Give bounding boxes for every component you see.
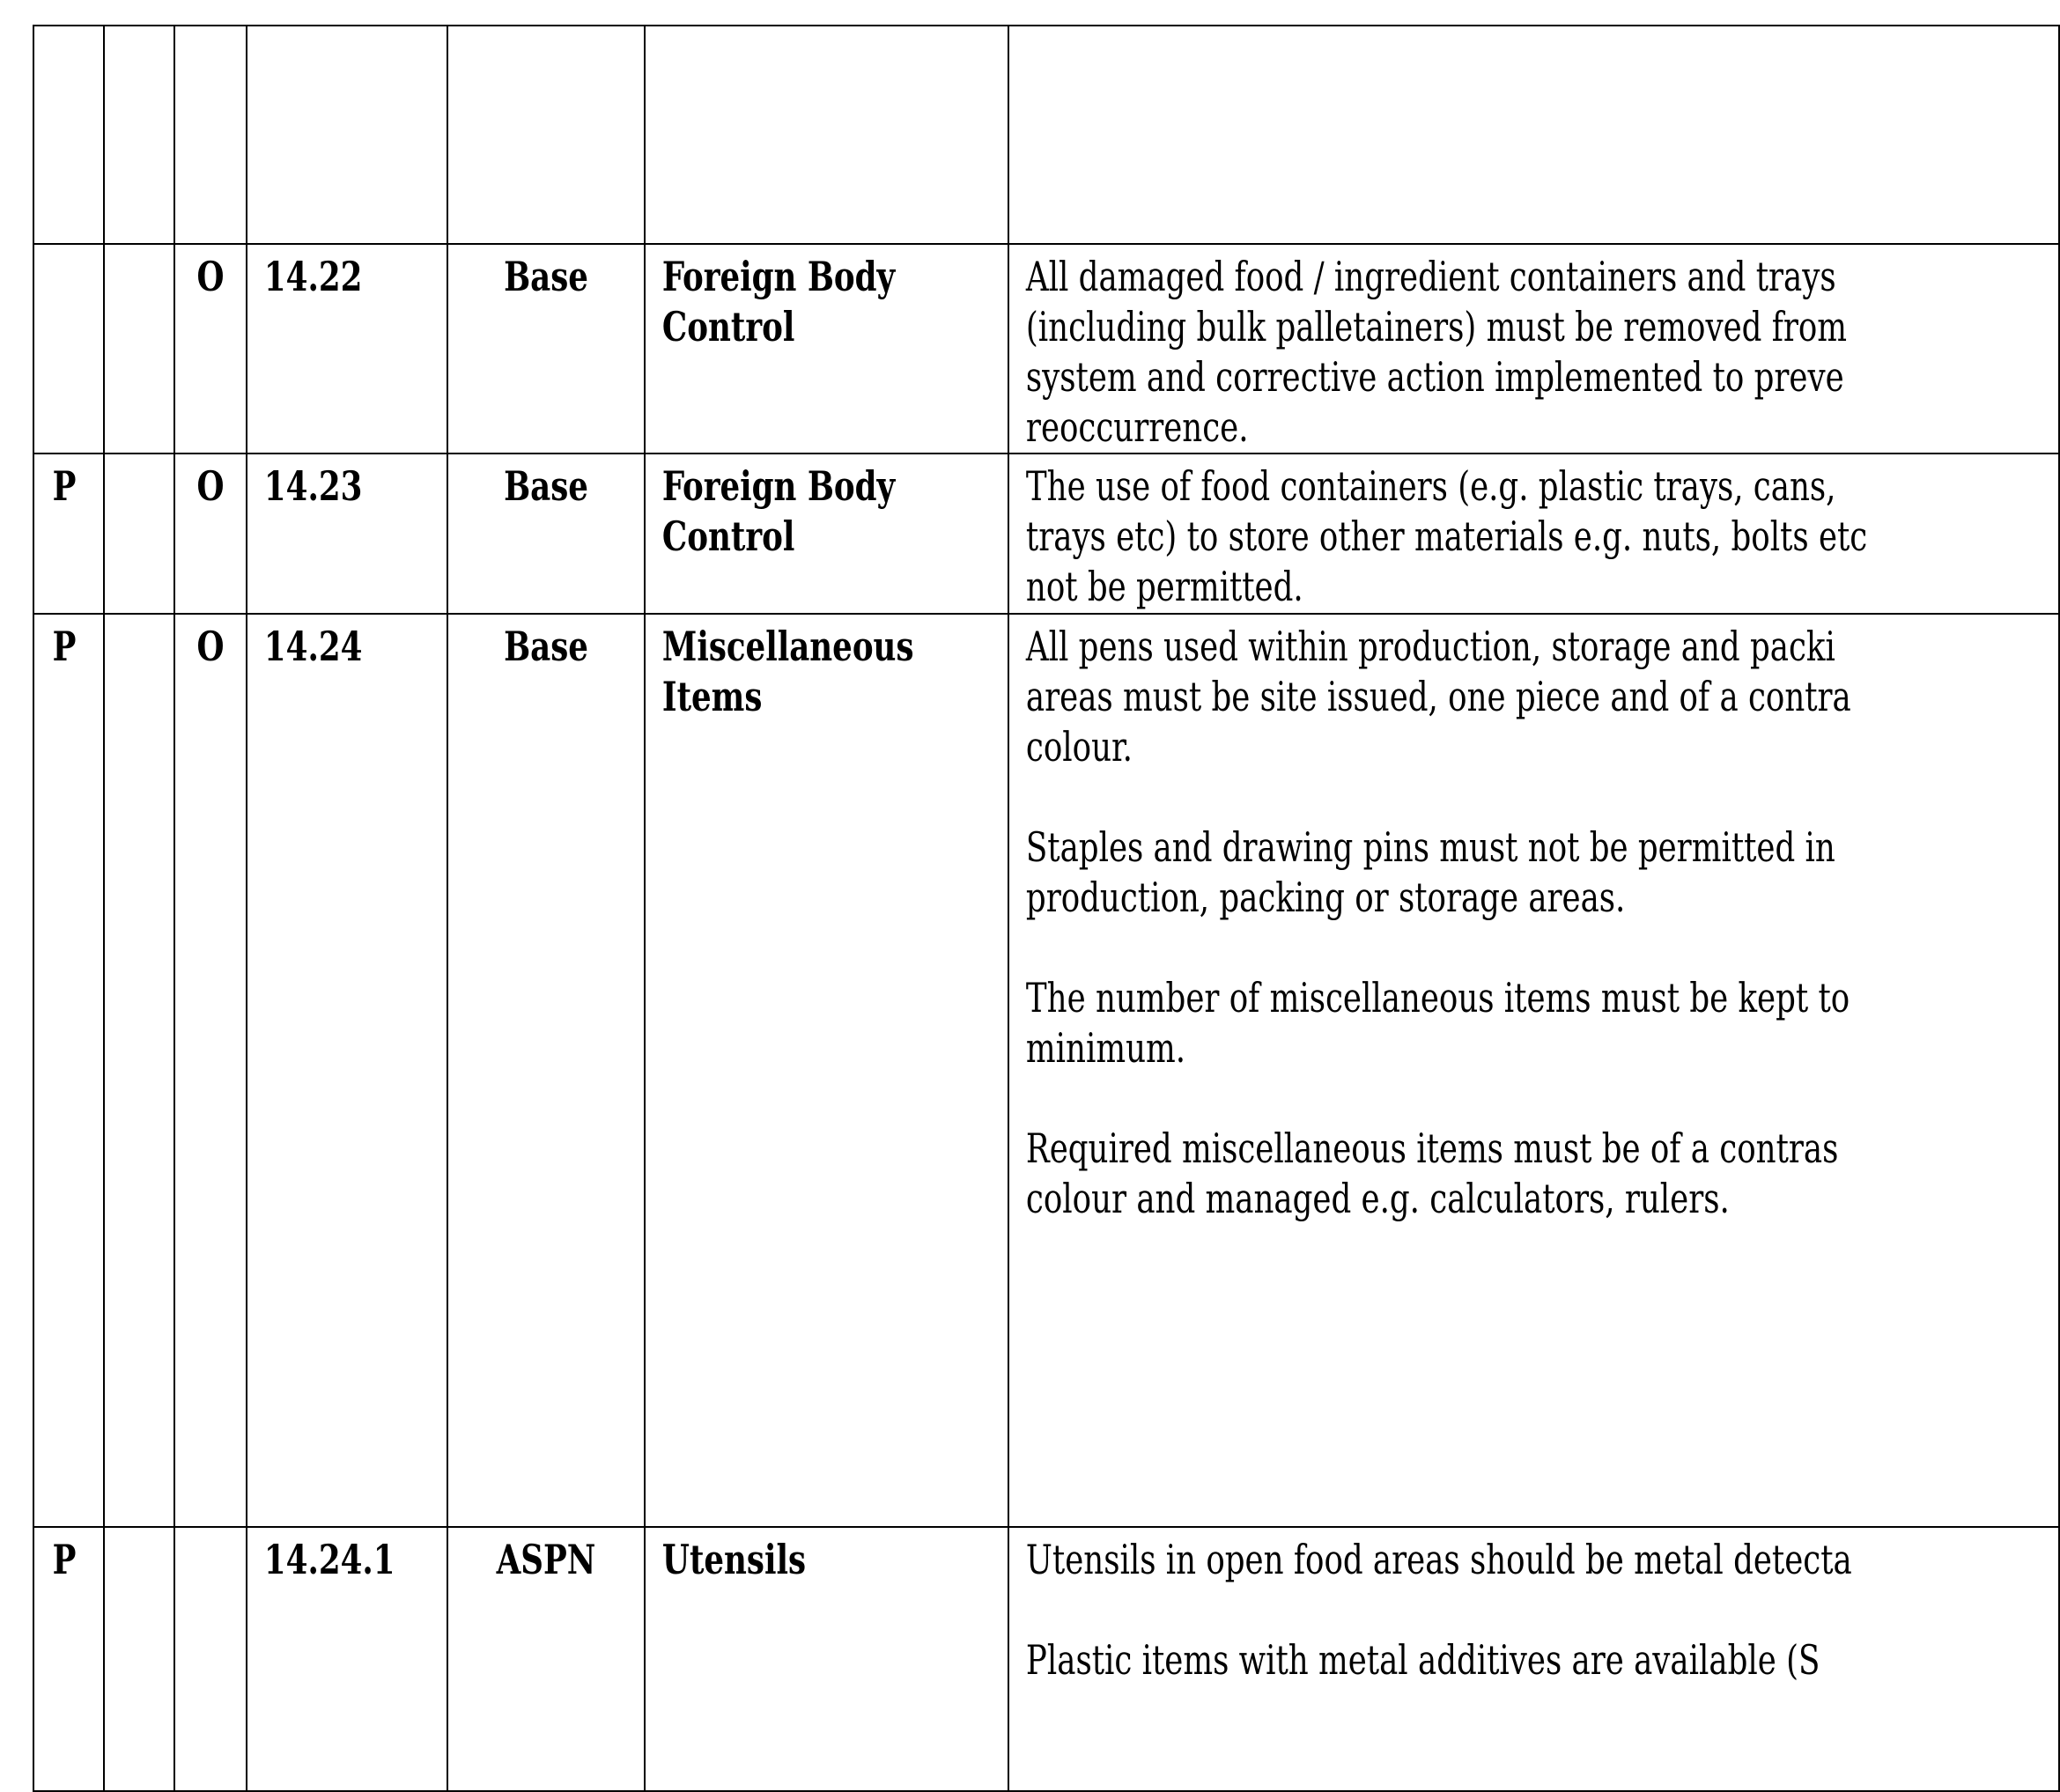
requirement-paragraph: The number of miscellaneous items must be kept to minimum. — [1025, 974, 1850, 1072]
table-row — [33, 614, 2059, 1527]
cell-ref: 14.24 — [247, 614, 447, 1527]
table-row — [33, 26, 2059, 244]
requirements-table — [33, 25, 2060, 1792]
requirement-paragraph: The use of food containers (e.g. plastic trays, cans, trays etc) to store other materials e.g. nuts, bolts etc not be permitted. — [1025, 462, 1868, 610]
requirement-paragraph: All damaged food / ingredient containers and trays (including bulk palletainers) must be removed from system and corrective action implemented to preve reoccurrence. — [1025, 253, 1848, 451]
cell-col2 — [104, 244, 174, 454]
requirement-paragraph: Utensils in open food areas should be metal detecta — [1025, 1536, 1852, 1583]
cell-col1 — [33, 26, 104, 244]
requirement-paragraph: Required miscellaneous items must be of a contras colour and managed e.g. calculators, rulers. — [1025, 1125, 1839, 1222]
cell-requirement — [1008, 26, 2059, 244]
cell-col1: P — [33, 454, 104, 614]
cell-requirement — [1008, 244, 2059, 454]
cell-col2 — [104, 1527, 174, 1791]
cell-col1: P — [33, 614, 104, 1527]
cell-title: Miscellaneous Items — [645, 614, 1008, 1527]
requirement-text — [1009, 245, 1911, 453]
table-row — [33, 244, 2059, 454]
cell-col3: O — [174, 244, 247, 454]
requirement-text — [1009, 1528, 1911, 1685]
requirement-paragraph: Staples and drawing pins must not be permitted in production, packing or storage areas. — [1025, 823, 1835, 921]
requirement-text — [1009, 454, 1911, 612]
cell-col1: P — [33, 1527, 104, 1791]
requirement-paragraph: Plastic items with metal additives are available (S — [1025, 1636, 1820, 1684]
cell-col3 — [174, 26, 247, 244]
cell-level: Base — [447, 454, 645, 614]
cell-level: Base — [447, 244, 645, 454]
cell-col3: O — [174, 614, 247, 1527]
cell-requirement — [1008, 614, 2059, 1527]
table-row — [33, 454, 2059, 614]
cell-level: Base — [447, 614, 645, 1527]
cell-title: Foreign Body Control — [645, 454, 1008, 614]
requirement-paragraph: All pens used within production, storage and packi areas must be site issued, one piece and of a contra colour. — [1025, 623, 1851, 771]
cell-requirement — [1008, 1527, 2059, 1791]
cell-ref: 14.24.1 — [247, 1527, 447, 1791]
cell-requirement — [1008, 454, 2059, 614]
requirement-text — [1009, 615, 1911, 1224]
cell-ref: 14.23 — [247, 454, 447, 614]
cell-title — [645, 26, 1008, 244]
cell-col3: O — [174, 454, 247, 614]
cell-level: ASPN — [447, 1527, 645, 1791]
cell-ref — [247, 26, 447, 244]
table-row — [33, 1527, 2059, 1791]
cell-title: Foreign Body Control — [645, 244, 1008, 454]
cell-col3 — [174, 1527, 247, 1791]
cell-col2 — [104, 26, 174, 244]
cell-level — [447, 26, 645, 244]
cell-col2 — [104, 614, 174, 1527]
cell-title: Utensils — [645, 1527, 1008, 1791]
cell-col2 — [104, 454, 174, 614]
cell-ref: 14.22 — [247, 244, 447, 454]
cell-col1 — [33, 244, 104, 454]
